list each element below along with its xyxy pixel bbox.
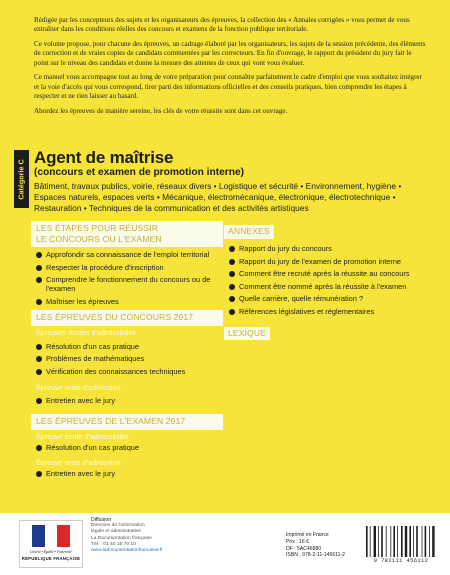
section-header-lexique: LEXIQUE [224,327,270,341]
list-item-text: Références législatives et réglementaires [239,306,375,316]
right-column [224,221,416,341]
specialty-list: Bâtiment, travaux publics, voirie, réseaux divers • Logistique et sécurité • Environnement, hygiène • Espaces naturels, espaces verts • Mécanique, électromécanique, électronique, électrotechnique • Restauration • Techniques de la communication et des activités artistiques [34,181,402,213]
printed-in: Imprimé en France [286,532,329,538]
examen-written-list [31,444,223,453]
bullet-icon [36,277,42,283]
category-tab [14,150,29,208]
list-item [36,251,223,260]
section-header-concours: LES ÉPREUVES DU CONCOURS 2017 [31,310,223,326]
list-item [229,245,416,254]
concours-oral-list [31,397,223,406]
list-item [36,264,223,273]
bullet-icon [229,246,235,252]
list-item-text: Quelle carrière, quelle rémunération ? [239,294,364,304]
marianne-flag-icon [32,525,70,547]
section-header-line: LES ÉTAPES POUR RÉUSSIR [36,223,159,233]
list-item [36,470,223,479]
annexes-list [224,245,416,317]
steps-list [31,251,223,306]
list-item [229,295,416,304]
intro-paragraph: Ce volume propose, pour chacune des épreuves, un cadrage élaboré par les organisateurs, les sujets de la session précédente, des éléments de correction et de vraies copies de candidats commentées par les correcteurs. En fin d'ouvrage, le rapport du président du jury fait le point sur le niveau des candidats et donne la mesure des attentes de ceux qui vont vous évaluer. [34,40,426,67]
list-item-text: Maîtriser les épreuves [46,296,119,306]
list-item [36,343,223,352]
bullet-icon [36,299,42,305]
concours-written-list [31,343,223,377]
republique-francaise-logo [19,520,83,568]
bullet-icon [36,369,42,375]
bullet-icon [36,445,42,451]
list-item-text: Vérification des connaissances techniques [46,366,186,376]
logo-motto: Liberté • Égalité • Fraternité [30,550,72,554]
intro-paragraph: Ce manuel vous accompagne tout au long de votre préparation pour connaître parfaitement le cadre d'emploi que vous souhaitez intégrer et la voie d'accès qui vous correspond, tirer parti des informations officielles et des conseils pratiques, bien comprendre les étapes à respecter et ne rien laisser au hasard. [34,73,422,101]
list-item [36,444,223,453]
list-item-text: Résolution d'un cas pratique [46,442,140,452]
list-item-text: Entretien avec le jury [46,469,116,479]
list-item [229,308,416,317]
bullet-icon [36,344,42,350]
diffusion-line: Tél. : 01 40 15 70 10 [91,541,136,547]
sub-header-written: Épreuve écrite d'admissibilité [36,431,129,441]
intro-paragraph: Abordez les épreuves de manière sereine, les clés de votre réussite sont dans cet ouvrage. [34,106,288,115]
diffusion-website: www.ladocumentationfrancaise.fr [91,548,163,554]
sub-header-written: Épreuves écrites d'admissibilité [36,327,137,337]
intro-paragraph: Rédigée par les concepteurs des sujets et les organisateurs des épreuves, la collection des « Annales corrigées » vous permet de vous entraîner dans les conditions réelles des concours et examens de la fonction publique territoriale. [34,16,410,34]
bullet-icon [229,271,235,277]
section-header-steps [31,221,223,247]
examen-oral-list [31,470,223,479]
barcode-icon [362,526,440,557]
list-item [36,368,223,377]
category-label: Catégorie C [17,158,26,200]
list-item-text: Entretien avec le jury [46,395,116,405]
list-item-text: Problèmes de mathématiques [46,354,145,364]
list-item-text: Résolution d'un cas pratique [46,341,140,351]
diffusion-block [91,517,231,554]
bullet-icon [229,309,235,315]
list-item [36,276,223,293]
list-item [229,270,416,279]
list-item-text: Approfondir sa connaissance de l'emploi territorial [46,250,210,260]
logo-country: RÉPUBLIQUE FRANÇAISE [21,556,81,561]
bullet-icon [229,259,235,265]
book-title: Agent de maîtrise [34,148,174,167]
list-item [229,283,416,292]
diffusion-line: La Documentation française [91,535,152,541]
book-subtitle: (concours et examen de promotion interne) [34,167,245,178]
diffusion-label: Diffusion [91,517,112,523]
section-header-annexes: ANNEXES [224,225,274,239]
list-item [36,355,223,364]
left-column [31,221,223,483]
list-item-text: Rapport du jury de l'examen de promotion interne [239,256,402,266]
sub-header-oral: Épreuve orale d'admission [36,382,121,392]
isbn: ISBN : 978-2-11-145611-2 [286,552,345,559]
list-item-text: Respecter la procédure d'inscription [46,262,164,272]
bullet-icon [229,296,235,302]
intro-text [34,16,426,121]
list-item-text: Comment être recruté après la réussite au concours [239,269,410,279]
list-item-text: Comprendre le fonctionnement du concours ou de l'examen [46,275,211,293]
bullet-icon [36,265,42,271]
diffusion-line: Direction de l'information [91,523,145,529]
bullet-icon [36,356,42,362]
list-item-text: Rapport du jury du concours [239,244,332,253]
section-header-line: LE CONCOURS OU L'EXAMEN [36,233,162,244]
bullet-icon [229,284,235,290]
price: Prix : 16 € [286,538,309,545]
list-item [229,258,416,267]
list-item-text: Comment être nommé après la réussite à l'examen [239,281,407,291]
df-code: DF : 5AC46880 [286,545,322,552]
bullet-icon [36,398,42,404]
barcode-digits: 9 782111 456112 [373,558,429,564]
bullet-icon [36,252,42,258]
section-header-examen: LES ÉPREUVES DE L'EXAMEN 2017 [31,414,223,430]
list-item [36,298,223,307]
price-block [286,532,356,559]
list-item [36,397,223,406]
diffusion-line: légale et administrative [91,529,142,535]
sub-header-oral: Épreuve orale d'admission [36,458,121,468]
barcode [362,526,440,566]
bullet-icon [36,471,42,477]
